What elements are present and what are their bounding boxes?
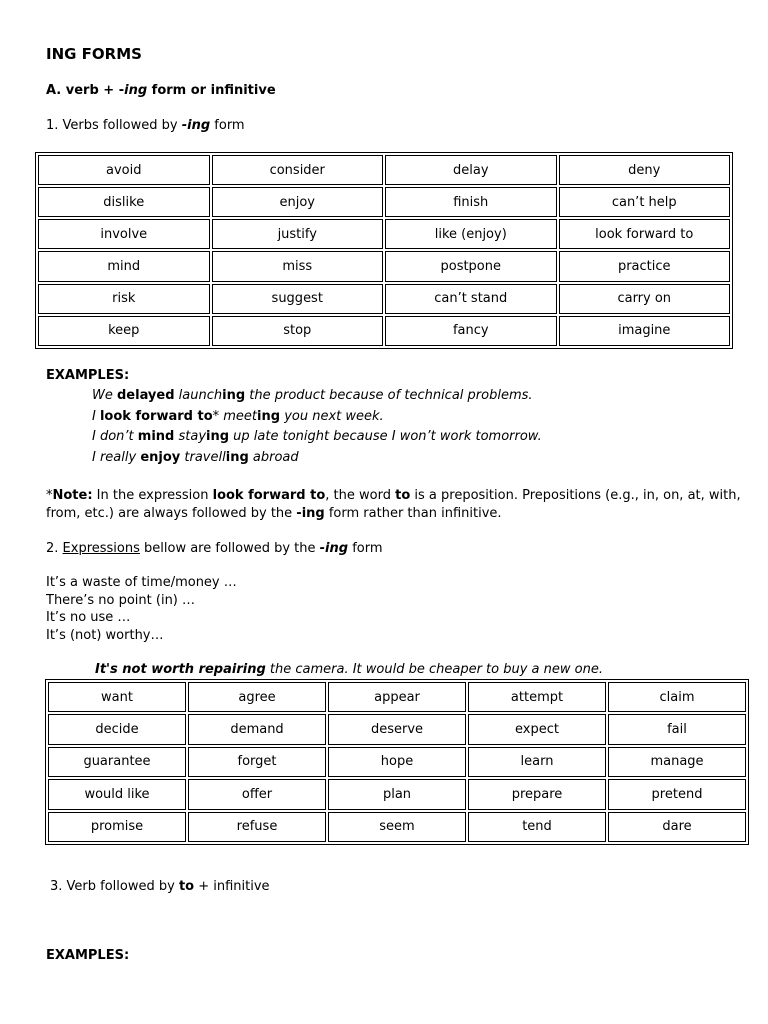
example-text: stay bbox=[174, 429, 207, 444]
note-bold: to bbox=[395, 488, 411, 503]
note-text: In the expression bbox=[92, 488, 213, 503]
example-verb: mind bbox=[137, 429, 175, 444]
table-cell: risk bbox=[38, 284, 210, 314]
section-3-suffix: + infinitive bbox=[194, 879, 270, 894]
table-cell: practice bbox=[559, 251, 731, 281]
heading-a-suffix: form or infinitive bbox=[147, 83, 276, 98]
table-cell: would like bbox=[48, 779, 186, 809]
example-text: I don’t bbox=[92, 429, 138, 444]
table-cell: guarantee bbox=[48, 747, 186, 777]
section-2-middle: bellow are followed by the bbox=[139, 541, 320, 556]
section-a-heading bbox=[46, 83, 276, 98]
infinitive-verbs-table bbox=[45, 679, 749, 845]
worth-example-bold: It's not worth repairing bbox=[95, 662, 266, 677]
table-cell: offer bbox=[188, 779, 326, 809]
table-cell: consider bbox=[212, 155, 384, 185]
table-cell: enjoy bbox=[212, 187, 384, 217]
table-row bbox=[48, 682, 746, 712]
heading-a-ing: ing bbox=[124, 83, 148, 98]
table-cell: appear bbox=[328, 682, 466, 712]
table-cell: deny bbox=[559, 155, 731, 185]
table-row bbox=[48, 779, 746, 809]
table-cell: can’t help bbox=[559, 187, 731, 217]
table-cell: attempt bbox=[468, 682, 606, 712]
table-row bbox=[48, 812, 746, 842]
table-row bbox=[48, 714, 746, 744]
table-cell: imagine bbox=[559, 316, 731, 346]
table-cell: hope bbox=[328, 747, 466, 777]
table-row bbox=[38, 219, 730, 249]
section-1-prefix: 1. Verbs followed by bbox=[46, 118, 182, 133]
table-cell: claim bbox=[608, 682, 746, 712]
table-cell: keep bbox=[38, 316, 210, 346]
note-star: * bbox=[46, 488, 53, 503]
table-cell: want bbox=[48, 682, 186, 712]
table-cell: involve bbox=[38, 219, 210, 249]
table-cell: stop bbox=[212, 316, 384, 346]
example-verb: look forward to bbox=[99, 409, 213, 424]
section-3-heading bbox=[50, 879, 270, 894]
worth-example-rest: the camera. It would be cheaper to buy a new one. bbox=[265, 662, 603, 677]
example-text: the product because of technical problems. bbox=[245, 388, 533, 403]
expression-item: It’s (not) worthy… bbox=[46, 628, 164, 643]
table-cell: mind bbox=[38, 251, 210, 281]
example-text: abroad bbox=[248, 450, 299, 465]
table-row bbox=[38, 316, 730, 346]
table-cell: deserve bbox=[328, 714, 466, 744]
section-3-to: to bbox=[178, 879, 195, 894]
example-text: I really bbox=[92, 450, 141, 465]
note-text: , the word bbox=[325, 488, 396, 503]
section-3-prefix: 3. Verb followed by bbox=[50, 879, 179, 894]
example-text: We bbox=[92, 388, 117, 403]
heading-a-prefix: A. verb + - bbox=[46, 83, 125, 98]
table-cell: avoid bbox=[38, 155, 210, 185]
example-text: launch bbox=[174, 388, 223, 403]
example-ing: ing bbox=[206, 429, 230, 444]
table-cell: finish bbox=[385, 187, 557, 217]
section-2-heading bbox=[46, 541, 383, 556]
table-cell: prepare bbox=[468, 779, 606, 809]
note-text: form rather than infinitive. bbox=[324, 506, 502, 521]
examples-label: EXAMPLES: bbox=[46, 368, 130, 383]
table-cell: look forward to bbox=[559, 219, 731, 249]
example-sentence bbox=[92, 388, 533, 403]
note-text: is a preposition. Prepositions (e.g., in, on, at, with, from, etc.) are always followed by the bbox=[46, 488, 741, 521]
expressions-link: Expressions bbox=[62, 541, 140, 556]
table-cell: plan bbox=[328, 779, 466, 809]
section-1-heading bbox=[46, 118, 245, 133]
example-ing: ing bbox=[225, 450, 249, 465]
example-sentence bbox=[92, 450, 299, 465]
expression-item: It’s a waste of time/money … bbox=[46, 575, 237, 590]
note-bold: -ing bbox=[296, 506, 325, 521]
table-cell: decide bbox=[48, 714, 186, 744]
worth-example bbox=[95, 662, 603, 677]
table-cell: agree bbox=[188, 682, 326, 712]
table-cell: postpone bbox=[385, 251, 557, 281]
example-text: you next week. bbox=[280, 409, 384, 424]
section-1-suffix: form bbox=[210, 118, 245, 133]
table-cell: promise bbox=[48, 812, 186, 842]
table-cell: like (enjoy) bbox=[385, 219, 557, 249]
table-cell: dare bbox=[608, 812, 746, 842]
table-cell: expect bbox=[468, 714, 606, 744]
example-sentence bbox=[92, 409, 384, 424]
table-cell: suggest bbox=[212, 284, 384, 314]
table-row bbox=[38, 187, 730, 217]
example-ing: ing bbox=[222, 388, 246, 403]
table-cell: tend bbox=[468, 812, 606, 842]
table-cell: miss bbox=[212, 251, 384, 281]
ing-verbs-table bbox=[35, 152, 733, 349]
section-2-suffix: form bbox=[348, 541, 383, 556]
table-cell: manage bbox=[608, 747, 746, 777]
table-row bbox=[38, 284, 730, 314]
example-ing: ing bbox=[257, 409, 281, 424]
table-row bbox=[48, 747, 746, 777]
note-label: Note: bbox=[52, 488, 93, 503]
expression-item: It’s no use … bbox=[46, 610, 131, 625]
table-cell: learn bbox=[468, 747, 606, 777]
table-cell: fail bbox=[608, 714, 746, 744]
table-cell: justify bbox=[212, 219, 384, 249]
section-1-ing: -ing bbox=[181, 118, 211, 133]
table-cell: seem bbox=[328, 812, 466, 842]
table-row bbox=[38, 155, 730, 185]
table-cell: dislike bbox=[38, 187, 210, 217]
example-text: I bbox=[92, 409, 100, 424]
page-title: ING FORMS bbox=[46, 45, 142, 63]
table-cell: can’t stand bbox=[385, 284, 557, 314]
table-cell: forget bbox=[188, 747, 326, 777]
examples-label-2: EXAMPLES: bbox=[46, 948, 130, 963]
example-text: travell bbox=[180, 450, 226, 465]
example-verb: enjoy bbox=[140, 450, 181, 465]
table-cell: delay bbox=[385, 155, 557, 185]
table-cell: fancy bbox=[385, 316, 557, 346]
table-cell: demand bbox=[188, 714, 326, 744]
example-text: * meet bbox=[212, 409, 258, 424]
note-paragraph bbox=[46, 487, 746, 523]
section-2-ing: -ing bbox=[319, 541, 349, 556]
example-verb: delayed bbox=[116, 388, 175, 403]
example-sentence bbox=[92, 429, 542, 444]
table-cell: refuse bbox=[188, 812, 326, 842]
expression-item: There’s no point (in) … bbox=[46, 593, 196, 608]
note-bold: look forward to bbox=[212, 488, 326, 503]
table-row bbox=[38, 251, 730, 281]
section-2-prefix: 2. bbox=[46, 541, 63, 556]
example-text: up late tonight because I won’t work tomorrow. bbox=[229, 429, 542, 444]
table-cell: pretend bbox=[608, 779, 746, 809]
table-cell: carry on bbox=[559, 284, 731, 314]
